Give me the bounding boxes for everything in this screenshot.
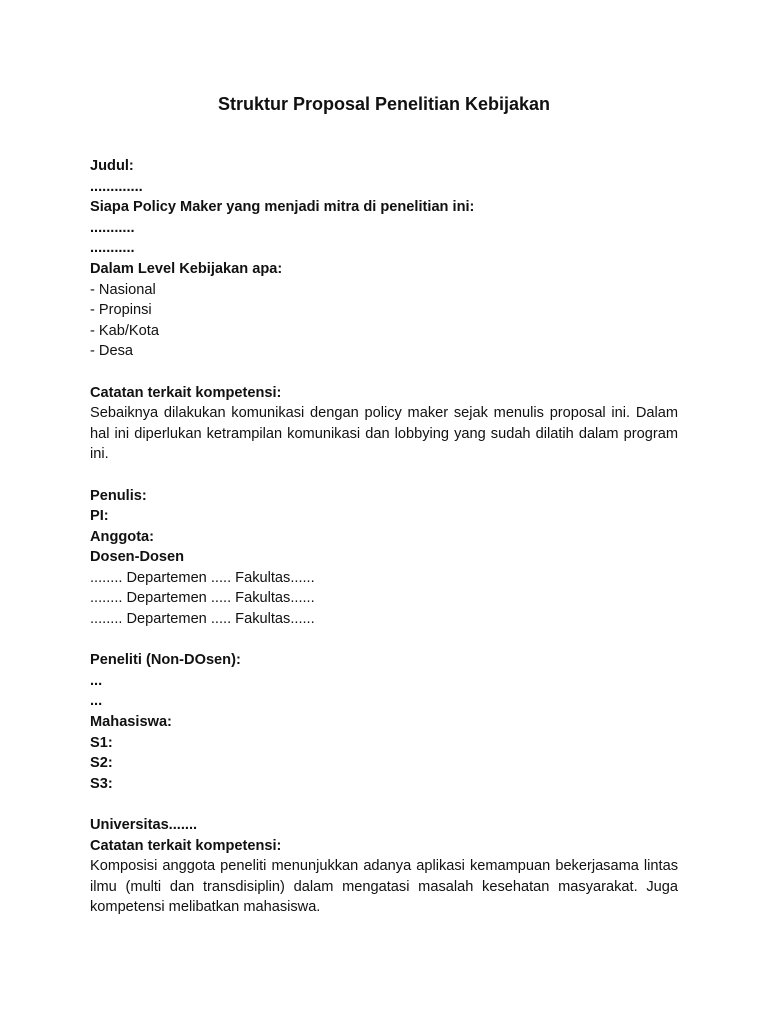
catatan-paragraph: Sebaiknya dilakukan komunikasi dengan policy maker sejak menulis proposal ini. Dalam hal ini diperlukan ketrampilan komunikasi dan lobbying yang sudah dilatih dalam program ini. [90, 405, 678, 463]
mahasiswa-level: S3: [90, 775, 113, 792]
spacer [90, 630, 678, 651]
document-body [90, 156, 678, 918]
mahasiswa-level: S1: [90, 734, 113, 751]
level-item: - Desa [90, 343, 133, 360]
spacer [90, 465, 678, 486]
peneliti-label: Peneliti (Non-DOsen): [90, 652, 241, 669]
mahasiswa-label: Mahasiswa: [90, 714, 172, 731]
catatan-paragraph: Komposisi anggota peneliti menunjukkan adanya aplikasi kemampuan bekerjasama lintas ilmu (multi dan transdisiplin) dalam mengatasi masalah kesehatan masyarakat. Juga kompetensi melibatkan mahasiswa. [90, 858, 678, 916]
pi-label: PI: [90, 508, 109, 525]
universitas-label: Universitas....... [90, 817, 198, 833]
dosen-row: ........ Departemen ..... Fakultas...... [90, 569, 315, 586]
catatan-label: Catatan terkait kompetensi: [90, 384, 282, 401]
level-item: - Propinsi [90, 302, 152, 319]
anggota-label: Anggota: [90, 528, 155, 545]
dosen-label: Dosen-Dosen [90, 549, 185, 566]
document-title: Struktur Proposal Penelitian Kebijakan [217, 94, 551, 114]
penulis-label: Penulis: [90, 487, 147, 504]
level-label: Dalam Level Kebijakan apa: [90, 260, 283, 277]
peneliti-value: ... [90, 672, 103, 689]
spacer [90, 794, 678, 815]
catatan-label: Catatan terkait kompetensi: [90, 837, 282, 854]
level-item: - Nasional [90, 281, 156, 298]
mahasiswa-level: S2: [90, 755, 113, 772]
policy-maker-value: ........... [90, 240, 135, 257]
level-item: - Kab/Kota [90, 322, 159, 339]
dosen-row: ........ Departemen ..... Fakultas...... [90, 611, 315, 628]
spacer [90, 362, 678, 383]
judul-value: ............. [90, 178, 143, 195]
peneliti-value: ... [90, 693, 103, 710]
judul-label: Judul: [90, 158, 134, 174]
dosen-row: ........ Departemen ..... Fakultas...... [90, 590, 315, 607]
policy-maker-label: Siapa Policy Maker yang menjadi mitra di penelitian ini: [90, 199, 475, 216]
policy-maker-value: ........... [90, 219, 135, 236]
